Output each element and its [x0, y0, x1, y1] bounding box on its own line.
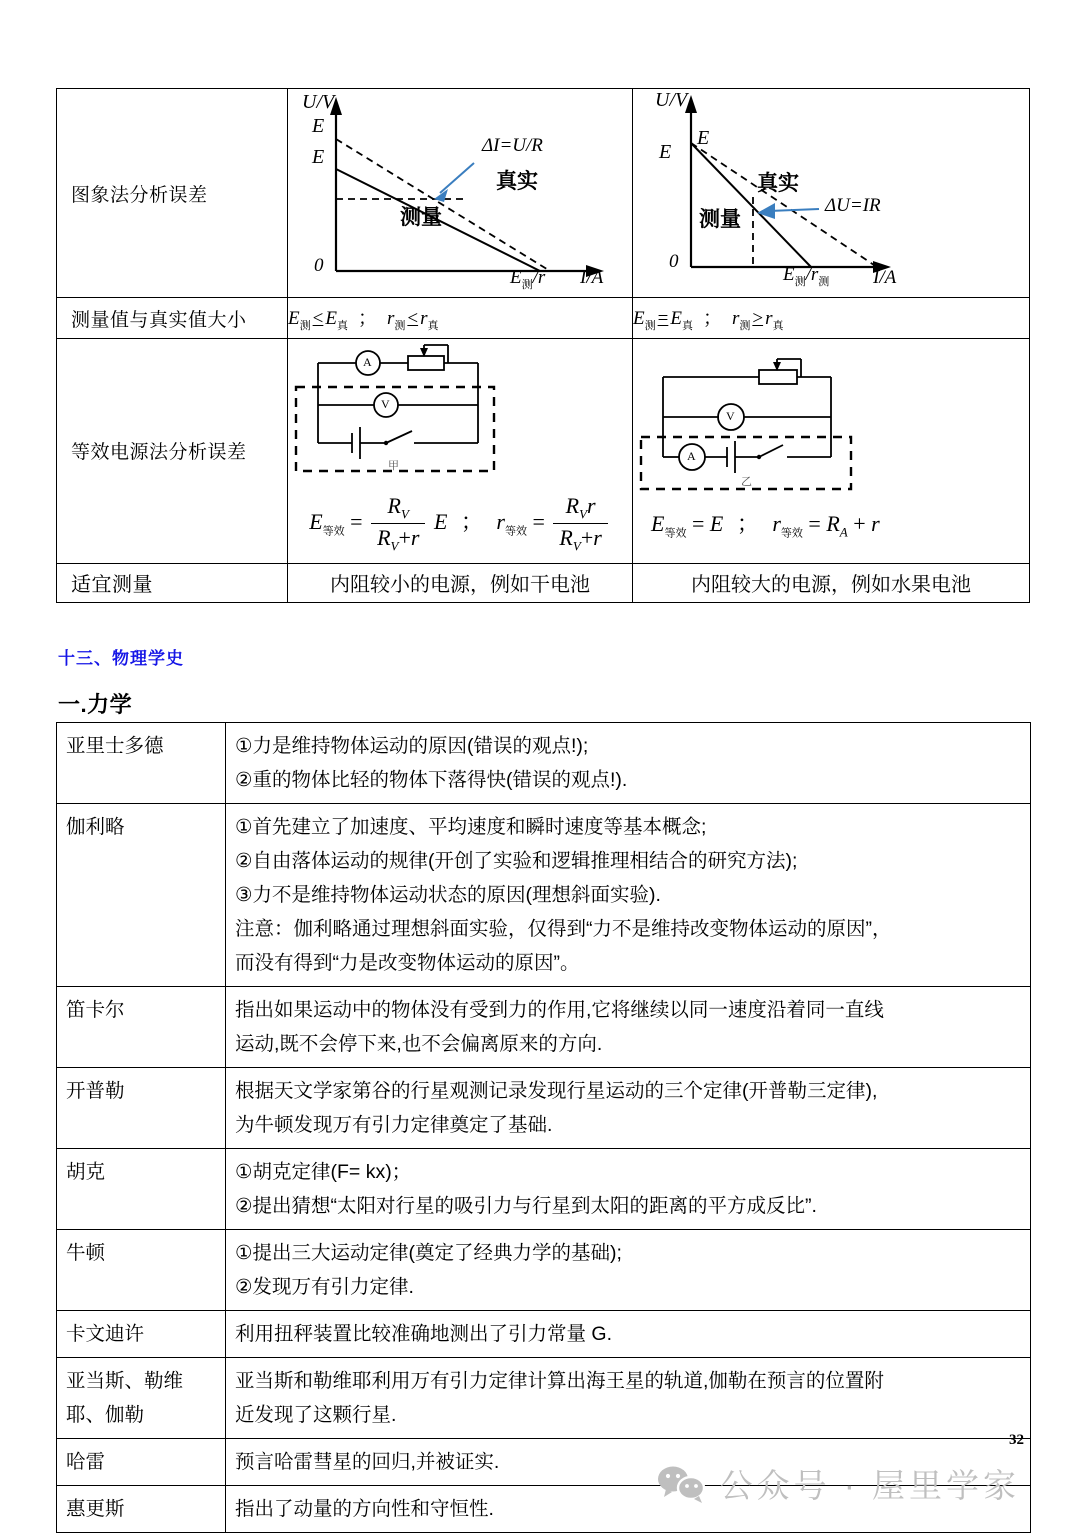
- circuit-box-label-jia: 甲: [388, 460, 399, 472]
- circuit-box-label-yi: 乙: [741, 476, 752, 489]
- r-equiv-subscript: 等效: [504, 525, 527, 538]
- table-row: [57, 1149, 1031, 1230]
- contribution-cell: [226, 1311, 1031, 1358]
- contribution-line: 预言哈雷彗星的回归,并被证实.: [235, 1451, 500, 1473]
- contribution-line: ③力不是维持物体运动状态的原因(理想斜面实验).: [235, 884, 661, 906]
- scientist-name: 哈雷: [57, 1439, 226, 1486]
- graph-cell-left: [288, 89, 633, 298]
- delta-i-annotation: ΔI=U/R: [482, 135, 543, 156]
- section-heading-physics-history: 十三、物理学史: [58, 649, 184, 668]
- contribution-cell: [226, 1149, 1031, 1230]
- rv-subscript: V: [390, 538, 399, 554]
- row-label-graph-method: 图象法分析误差: [57, 89, 288, 298]
- comparison-left: [288, 298, 633, 339]
- r-operator: <: [407, 308, 419, 330]
- graph-ammeter-internal: [633, 89, 1029, 297]
- voltmeter-icon: V: [726, 409, 735, 424]
- r-equiv-symbol: r: [496, 508, 505, 534]
- ra-symbol: R: [826, 511, 840, 537]
- e-symbol: E: [633, 308, 645, 330]
- fraction-denominator: [371, 524, 425, 554]
- circuit-diagram-jia: [288, 339, 632, 489]
- e-equiv-subscript: 等效: [322, 525, 345, 538]
- origin-label: 0: [314, 255, 324, 276]
- r-equiv-symbol: r: [772, 511, 781, 537]
- row-label-suitable-measure: 适宜测量: [57, 563, 288, 602]
- contribution-line: 根据天文学家第谷的行星观测记录发现行星运动的三个定律(开普勒三定律),: [235, 1080, 878, 1102]
- r-subscript: 测: [739, 319, 751, 332]
- watermark: [656, 1460, 1020, 1507]
- voltmeter-icon: V: [381, 397, 390, 411]
- y-axis-label: U/V: [655, 89, 688, 111]
- x-intercept-sub1: 测: [794, 275, 806, 288]
- e-equiv-subscript: 等效: [664, 527, 687, 540]
- suitable-measure-right: 内阻较大的电源，例如水果电池: [633, 563, 1030, 602]
- contribution-line: 而没有得到“力是改变物体运动的原因”。: [235, 952, 580, 974]
- x-intercept-e: E: [783, 264, 795, 285]
- x-intercept-sub: 测: [521, 278, 533, 291]
- separator: ；: [736, 511, 759, 537]
- comparison-right: [633, 298, 1030, 339]
- fraction-numerator: [553, 493, 607, 524]
- contribution-line: 为牛顿发现万有引力定律奠定了基础.: [235, 1114, 553, 1136]
- scientist-name: 胡克: [57, 1149, 226, 1230]
- true-curve-label: 真实: [496, 170, 538, 193]
- table-row: [57, 1311, 1031, 1358]
- contribution-cell: [226, 1230, 1031, 1311]
- e-symbol: E: [433, 508, 448, 534]
- contribution-line: ②自由落体运动的规律(开创了实验和逻辑推理相结合的研究方法);: [235, 850, 798, 872]
- y-axis-label: U/V: [302, 91, 335, 113]
- table-row: [57, 723, 1031, 804]
- contribution-line: ②重的物体比轻的物体下落得快(错误的观点!).: [235, 769, 628, 791]
- r-subscript: 测: [394, 319, 406, 332]
- equivalent-formula-right: [633, 503, 1029, 548]
- e-label-inner: E: [697, 127, 710, 149]
- delta-u-annotation: ΔU=IR: [825, 195, 881, 216]
- rv-subscript: V: [401, 506, 409, 522]
- fraction-r: [553, 493, 607, 555]
- r-symbol: r: [587, 493, 596, 518]
- rv-symbol: R: [377, 525, 391, 551]
- e-symbol-2: E: [325, 308, 337, 330]
- contribution-cell: [226, 987, 1031, 1068]
- e-symbol: E: [709, 511, 724, 537]
- plus-sign: +: [853, 511, 866, 537]
- table-row: [57, 1230, 1031, 1311]
- x-intercept-e: E: [510, 267, 522, 288]
- contribution-line: 近发现了这颗行星.: [235, 1404, 397, 1426]
- r-equiv-subscript: 等效: [780, 527, 803, 540]
- e-label-lower: E: [312, 146, 325, 168]
- x-intercept-mid: /r: [805, 264, 819, 285]
- fraction-denominator: [553, 524, 607, 554]
- e-label-upper: E: [312, 115, 325, 137]
- contribution-line: ②提出猜想“太阳对行星的吸引力与行星到太阳的距离的平方成反比”.: [235, 1195, 817, 1217]
- e-subscript-2: 真: [336, 319, 348, 332]
- e-equiv-symbol: E: [309, 508, 323, 534]
- table-row: [57, 298, 1030, 339]
- scientist-name: 开普勒: [57, 1068, 226, 1149]
- separator: ；: [357, 308, 377, 330]
- table-row: [57, 804, 1031, 987]
- contribution-cell: [226, 1068, 1031, 1149]
- true-curve-label: 真实: [757, 172, 799, 195]
- error-analysis-table: [56, 88, 1030, 603]
- r-subscript-2: 真: [427, 319, 439, 332]
- graph-cell-right: [633, 89, 1030, 298]
- table-row: [57, 987, 1031, 1068]
- contribution-line: ②发现万有引力定律.: [235, 1276, 414, 1298]
- contribution-line: 亚当斯和勒维耶利用万有引力定律计算出海王星的轨道,伽勒在预言的位置附: [235, 1370, 884, 1392]
- contribution-line: 指出如果运动中的物体没有受到力的作用,它将继续以同一速度沿着同一直线: [235, 999, 884, 1021]
- circuit-cell-right: [633, 339, 1030, 564]
- wechat-icon: [656, 1464, 708, 1504]
- r-symbol: r: [731, 308, 740, 330]
- graph-ammeter-external: [288, 89, 632, 297]
- scientist-name: 亚里士多德: [57, 723, 226, 804]
- watermark-text: 公众号 · 屋里学家: [719, 1467, 1020, 1504]
- e-equiv-symbol: E: [651, 511, 665, 537]
- rv-symbol: R: [559, 525, 573, 551]
- graph-left-svg: [288, 89, 632, 297]
- scientist-name: 牛顿: [57, 1230, 226, 1311]
- circuit-left-svg: [288, 339, 632, 489]
- e-label-outer: E: [659, 141, 672, 163]
- graph-right-svg: [633, 89, 1029, 297]
- equals-sign: =: [808, 511, 821, 537]
- rv-symbol: R: [565, 493, 580, 518]
- x-intercept-tail: /r: [532, 267, 546, 288]
- scientist-name: 笛卡尔: [57, 987, 226, 1068]
- row-label-value-comparison: 测量值与真实值大小: [57, 298, 288, 339]
- contribution-line: ①提出三大运动定律(奠定了经典力学的基础);: [235, 1242, 622, 1264]
- r-symbol: r: [410, 525, 420, 551]
- contribution-line: ①首先建立了加速度、平均速度和瞬时速度等基本概念;: [235, 816, 707, 838]
- table-row: [57, 89, 1030, 298]
- contribution-line: 运动,既不会停下来,也不会偏离原来的方向.: [235, 1033, 603, 1055]
- x-intercept-label: [783, 264, 829, 289]
- separator: ；: [460, 508, 483, 534]
- e-subscript: 测: [644, 319, 656, 332]
- r-symbol: r: [593, 525, 602, 551]
- contribution-line: ①胡克定律(F= kx)；: [235, 1161, 412, 1183]
- fraction-e: [371, 493, 425, 555]
- plus-sign: +: [580, 525, 594, 551]
- scientist-name: 亚当斯、勒维耶、伽勒: [57, 1358, 226, 1439]
- e-symbol-2: E: [670, 308, 682, 330]
- rv-subscript: V: [579, 506, 588, 522]
- contribution-line: ①力是维持物体运动的原因(错误的观点!);: [235, 735, 589, 757]
- suitable-measure-left: 内阻较小的电源，例如干电池: [288, 563, 633, 602]
- rv-subscript: V: [572, 538, 581, 554]
- table-row: [57, 563, 1030, 602]
- measured-curve-label: 测量: [400, 206, 442, 229]
- origin-label: 0: [669, 251, 679, 272]
- row-label-equivalent-source: 等效电源法分析误差: [57, 339, 288, 564]
- table-row: [57, 339, 1030, 564]
- scientist-name: 卡文迪许: [57, 1311, 226, 1358]
- x-intercept-label: [510, 267, 545, 292]
- fraction-numerator: [371, 493, 425, 524]
- table-row: [57, 1358, 1031, 1439]
- r-symbol: r: [386, 308, 395, 330]
- contribution-line: 指出了动量的方向性和守恒性.: [235, 1498, 494, 1520]
- x-intercept-sub2: 测: [818, 275, 830, 288]
- e-subscript: 测: [299, 319, 311, 332]
- r-symbol: r: [871, 511, 880, 537]
- r-symbol-2: r: [420, 308, 428, 330]
- r-subscript-2: 真: [772, 319, 784, 332]
- e-operator: =: [657, 308, 669, 330]
- rv-symbol: R: [387, 493, 401, 518]
- ra-subscript: A: [839, 524, 848, 540]
- x-axis-label: I/A: [873, 267, 897, 288]
- contribution-line: 注意：伽利略通过理想斜面实验，仅得到“力不是维持改变物体运动的原因”，: [235, 918, 892, 940]
- ammeter-icon: A: [687, 449, 696, 464]
- equivalent-formula-left: [288, 489, 632, 563]
- equals-sign: =: [532, 508, 545, 534]
- circuit-cell-left: [288, 339, 633, 564]
- r-symbol-2: r: [765, 308, 773, 330]
- physics-history-table: [56, 722, 1031, 1533]
- contribution-cell: [226, 723, 1031, 804]
- scientist-name: 伽利略: [57, 804, 226, 987]
- equals-sign: =: [691, 511, 705, 537]
- circuit-diagram-yi: [633, 353, 1029, 503]
- table-row: [57, 1068, 1031, 1149]
- ammeter-icon: A: [363, 355, 372, 369]
- contribution-cell: [226, 1358, 1031, 1439]
- measured-curve-label: 测量: [699, 208, 741, 231]
- r-operator: >: [752, 308, 764, 330]
- contribution-line: 利用扭秤装置比较准确地测出了引力常量 G.: [235, 1323, 613, 1345]
- e-operator: <: [312, 308, 324, 330]
- subsection-heading-mechanics: 一.力学: [58, 692, 133, 717]
- equals-sign: =: [350, 508, 363, 534]
- e-subscript-2: 真: [681, 319, 693, 332]
- separator: ；: [702, 308, 722, 330]
- x-axis-label: I/A: [580, 267, 604, 288]
- scientist-name: 惠更斯: [57, 1486, 226, 1533]
- plus-sign: +: [398, 525, 411, 551]
- page-number: 32: [1009, 1432, 1024, 1448]
- circuit-right-svg: [633, 353, 1029, 503]
- e-symbol: E: [288, 308, 300, 330]
- contribution-cell: [226, 804, 1031, 987]
